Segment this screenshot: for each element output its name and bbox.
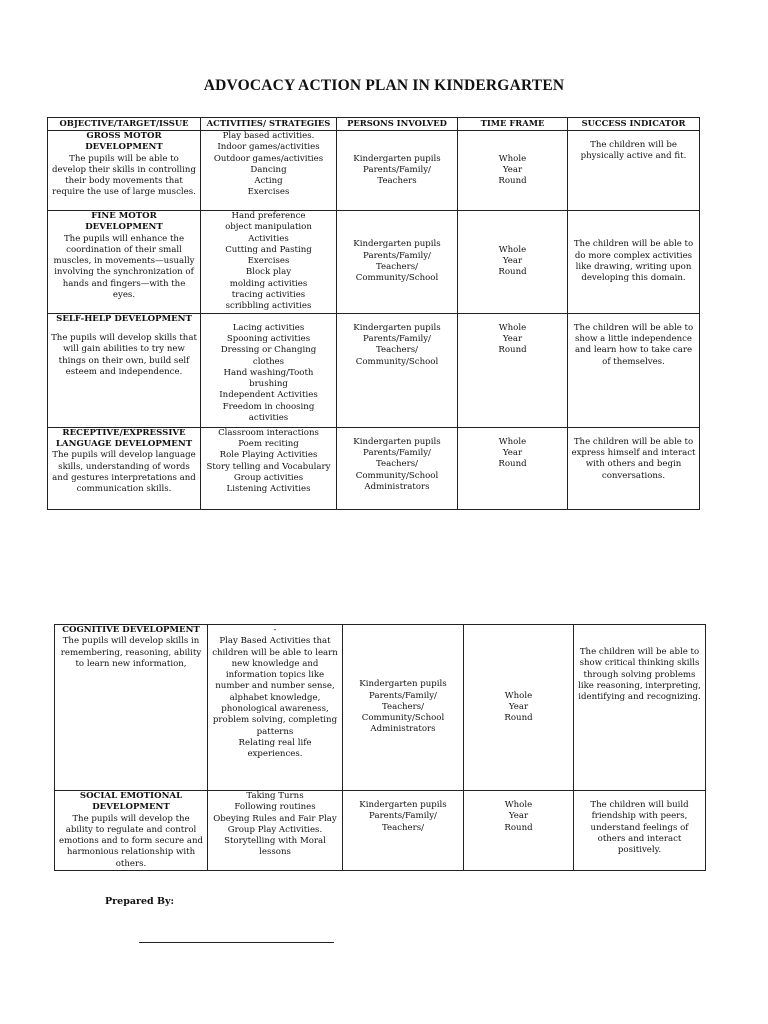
time-frame-cell [458,131,568,211]
activities-text: Classroom interactions Poem reciting Role Playing Activities Story telling and Vocabulary Group activities Listening Activities [206,427,331,495]
table-row [48,131,700,211]
objective-description: The pupils will develop skills in remembering, reasoning, ability to learn new information, [60,636,202,669]
header-persons: PERSONS INVOLVED [337,118,458,131]
activities-cell [208,791,343,871]
persons-text: Kindergarten pupils Parents/Family/ Teachers/ Community/School [353,322,441,367]
time-frame-cell [458,313,568,427]
table-row [55,791,706,871]
activities-cell [201,131,337,211]
indicator-text: The children will be able to do more complex activities like drawing, writing upon developing this domain. [573,239,694,284]
activities-text: - Play Based Activities that children will be able to learn new knowledge and information topics like number and number sense, alphabet knowledge, phonological awareness, problem solving, completing patterns Relating real life experiences. [212,625,338,760]
prepared-by-label: Prepared By: [105,896,175,907]
indicator-cell [568,427,700,509]
time-frame-text: Whole Year Round [498,153,527,187]
persons-text: Kindergarten pupils Parents/Family/ Teachers/ Community/School Administrators [359,679,447,735]
objective-cell [55,625,208,791]
header-activities: ACTIVITIES/ STRATEGIES [201,118,337,131]
activities-text: Hand preference object manipulation Activities Cutting and Pasting Exercises Block play molding activities tracing activities scribbling activities [225,211,312,312]
activities-cell [208,625,343,791]
persons-text: Kindergarten pupils Parents/Family/ Teachers [353,153,441,187]
objective-cell [55,791,208,871]
objective-title: FINE MOTOR DEVELOPMENT [85,211,163,233]
objective-description: The pupils will develop language skills, understanding of words and gestures interpretations and communication skills. [52,450,196,495]
indicator-text: The children will be able to show a little independence and learn how to take care of themselves. [573,322,694,367]
activities-cell [201,313,337,427]
objective-cell [48,313,201,427]
persons-text: Kindergarten pupils Parents/Family/ Teachers/ [359,800,447,833]
persons-cell [343,625,464,791]
table-row [48,211,700,314]
time-frame-text: Whole Year Round [498,322,527,356]
objective-title: SOCIAL EMOTIONAL DEVELOPMENT [79,791,183,813]
page-title: ADVOCACY ACTION PLAN IN KINDERGARTEN [203,77,565,94]
activities-cell [201,211,337,314]
time-frame-text: Whole Year Round [498,244,527,278]
header-objective: OBJECTIVE/TARGET/ISSUE [48,118,201,131]
persons-cell [337,211,458,314]
indicator-text: The children will be able to show critical thinking skills through solving problems like reasoning, interpreting, identifying and recognizing. [578,647,701,703]
action-plan-table-1 [47,117,700,510]
objective-title: RECEPTIVE/EXPRESSIVE LANGUAGE DEVELOPMENT [55,427,193,449]
table-header-row [48,118,700,131]
objective-description: The pupils will be able to develop their skills in controlling their body movements that require the use of large muscles. [52,153,196,198]
indicator-text: The children will be physically active and fit. [580,140,687,162]
objective-cell [48,427,201,509]
objective-title: GROSS MOTOR DEVELOPMENT [85,131,163,153]
objective-cell [48,131,201,211]
persons-cell [337,131,458,211]
signature-line [139,942,334,943]
indicator-cell [568,131,700,211]
indicator-cell [568,211,700,314]
time-frame-cell [458,427,568,509]
time-frame-text: Whole Year Round [504,800,533,833]
activities-text: Lacing activities Spooning activities Dressing or Changing clothes Hand washing/Tooth brushing Independent Activities Freedom in choosing activities [219,322,318,424]
objective-cell [48,211,201,314]
indicator-cell [574,625,706,791]
action-plan-table-2 [54,624,706,871]
activities-text: Play based activities. Indoor games/activities Outdoor games/activities Dancing Acting Exercises [213,131,324,198]
activities-cell [201,427,337,509]
persons-cell [343,791,464,871]
header-success-indicator: SUCCESS INDICATOR [568,118,700,131]
persons-text: Kindergarten pupils Parents/Family/ Teachers/ Community/School [353,239,441,284]
time-frame-cell [458,211,568,314]
persons-cell [337,313,458,427]
indicator-text: The children will build friendship with peers, understand feelings of others and interact positively. [590,800,689,856]
header-time-frame: TIME FRAME [458,118,568,131]
objective-title: SELF-HELP DEVELOPMENT [56,313,192,324]
time-frame-text: Whole Year Round [504,690,533,724]
persons-cell [337,427,458,509]
persons-text: Kindergarten pupils Parents/Family/ Teachers/ Community/School Administrators [353,436,441,492]
table-row [48,427,700,509]
objective-description: The pupils will develop skills that will gain abilities to try new things on their own, build self esteem and independence. [51,332,197,377]
table-row [48,313,700,427]
time-frame-text: Whole Year Round [498,436,527,470]
table-row [55,625,706,791]
objective-description: The pupils will develop the ability to regulate and control emotions and to form secure and harmonious relationship with others. [59,813,203,869]
objective-title: COGNITIVE DEVELOPMENT [62,625,200,635]
indicator-text: The children will be able to express himself and interact with others and begin conversations. [571,436,696,481]
time-frame-cell [464,625,574,791]
indicator-cell [574,791,706,871]
objective-description: The pupils will enhance the coordination of their small muscles, in movements—usually involving the synchronization of hands and fingers—with the eyes. [53,233,195,301]
time-frame-cell [464,791,574,871]
activities-text: Taking Turns Following routines Obeying Rules and Fair Play Group Play Activities. Storytelling with Moral lessons [213,791,337,858]
indicator-cell [568,313,700,427]
